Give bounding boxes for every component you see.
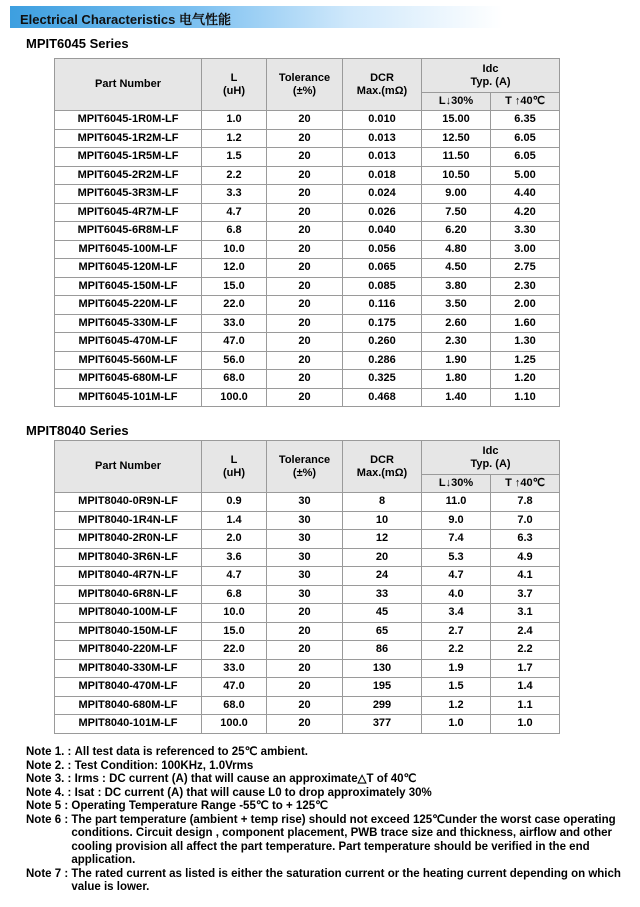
part-number-cell: MPIT8040-101M-LF xyxy=(55,715,202,734)
header-inductance: L (uH) xyxy=(202,441,267,493)
inductance-cell: 22.0 xyxy=(202,296,267,315)
dcr-cell: 0.013 xyxy=(343,129,422,148)
spec-table-mpit8040 xyxy=(54,440,560,734)
idc-t40-cell: 1.10 xyxy=(491,388,560,407)
idc-l30-cell: 6.20 xyxy=(422,222,491,241)
tolerance-cell: 20 xyxy=(267,641,343,660)
tolerance-cell: 20 xyxy=(267,185,343,204)
idc-t40-cell: 3.1 xyxy=(491,604,560,623)
idc-t40-cell: 6.05 xyxy=(491,129,560,148)
table-row xyxy=(55,111,560,130)
idc-t40-cell: 4.20 xyxy=(491,203,560,222)
header-tolerance: Tolerance (±%) xyxy=(267,59,343,111)
idc-t40-cell: 2.00 xyxy=(491,296,560,315)
idc-l30-cell: 4.7 xyxy=(422,567,491,586)
table-row xyxy=(55,715,560,734)
spec-table-mpit6045 xyxy=(54,58,560,407)
idc-t40-cell: 6.3 xyxy=(491,530,560,549)
dcr-cell: 45 xyxy=(343,604,422,623)
idc-l30-cell: 5.3 xyxy=(422,548,491,567)
table-row xyxy=(55,314,560,333)
inductance-cell: 15.0 xyxy=(202,622,267,641)
header-idc-t40: T ↑40℃ xyxy=(491,475,560,493)
idc-l30-cell: 4.50 xyxy=(422,259,491,278)
inductance-cell: 2.2 xyxy=(202,166,267,185)
inductance-cell: 10.0 xyxy=(202,604,267,623)
table-row xyxy=(55,678,560,697)
idc-l30-cell: 3.80 xyxy=(422,277,491,296)
idc-t40-cell: 5.00 xyxy=(491,166,560,185)
series-title-mpit8040: MPIT8040 Series xyxy=(26,423,129,438)
part-number-cell: MPIT8040-330M-LF xyxy=(55,659,202,678)
notes-section xyxy=(26,746,626,895)
idc-l30-cell: 1.2 xyxy=(422,696,491,715)
part-number-cell: MPIT6045-120M-LF xyxy=(55,259,202,278)
note-text: Isat : DC current (A) that will cause L0 to drop approximately 30% xyxy=(74,786,432,799)
dcr-cell: 0.026 xyxy=(343,203,422,222)
idc-t40-cell: 2.2 xyxy=(491,641,560,660)
dcr-cell: 0.085 xyxy=(343,277,422,296)
dcr-cell: 0.013 xyxy=(343,148,422,167)
note-label: Note 1. : xyxy=(26,746,75,758)
tolerance-cell: 20 xyxy=(267,277,343,296)
part-number-cell: MPIT6045-220M-LF xyxy=(55,296,202,315)
part-number-cell: MPIT8040-2R0N-LF xyxy=(55,530,202,549)
idc-t40-cell: 1.1 xyxy=(491,696,560,715)
header-inductance: L (uH) xyxy=(202,59,267,111)
inductance-cell: 68.0 xyxy=(202,696,267,715)
inductance-cell: 1.4 xyxy=(202,511,267,530)
idc-t40-cell: 1.30 xyxy=(491,333,560,352)
dcr-cell: 0.065 xyxy=(343,259,422,278)
tolerance-cell: 30 xyxy=(267,493,343,512)
table-row xyxy=(55,548,560,567)
tolerance-cell: 30 xyxy=(267,530,343,549)
part-number-cell: MPIT6045-470M-LF xyxy=(55,333,202,352)
idc-l30-cell: 4.0 xyxy=(422,585,491,604)
note-item xyxy=(26,868,626,895)
inductance-cell: 3.3 xyxy=(202,185,267,204)
idc-l30-cell: 1.40 xyxy=(422,388,491,407)
dcr-cell: 0.286 xyxy=(343,351,422,370)
part-number-cell: MPIT8040-0R9N-LF xyxy=(55,493,202,512)
part-number-cell: MPIT8040-680M-LF xyxy=(55,696,202,715)
inductance-cell: 1.5 xyxy=(202,148,267,167)
note-item xyxy=(26,746,626,760)
part-number-cell: MPIT6045-3R3M-LF xyxy=(55,185,202,204)
part-number-cell: MPIT6045-680M-LF xyxy=(55,370,202,389)
header-part-number: Part Number xyxy=(55,441,202,493)
inductance-cell: 0.9 xyxy=(202,493,267,512)
dcr-cell: 0.325 xyxy=(343,370,422,389)
table-row xyxy=(55,370,560,389)
part-number-cell: MPIT6045-150M-LF xyxy=(55,277,202,296)
idc-t40-cell: 6.35 xyxy=(491,111,560,130)
inductance-cell: 2.0 xyxy=(202,530,267,549)
tolerance-cell: 30 xyxy=(267,548,343,567)
tolerance-cell: 20 xyxy=(267,129,343,148)
header-idc: Idc Typ. (A) xyxy=(422,441,560,475)
dcr-cell: 0.010 xyxy=(343,111,422,130)
inductance-cell: 33.0 xyxy=(202,314,267,333)
part-number-cell: MPIT6045-4R7M-LF xyxy=(55,203,202,222)
part-number-cell: MPIT6045-101M-LF xyxy=(55,388,202,407)
note-item xyxy=(26,773,626,787)
note-item xyxy=(26,814,626,868)
dcr-cell: 0.260 xyxy=(343,333,422,352)
note-label: Note 6 : xyxy=(26,813,72,826)
idc-l30-cell: 1.5 xyxy=(422,678,491,697)
inductance-cell: 56.0 xyxy=(202,351,267,370)
part-number-cell: MPIT6045-6R8M-LF xyxy=(55,222,202,241)
tolerance-cell: 20 xyxy=(267,240,343,259)
tolerance-cell: 20 xyxy=(267,715,343,734)
table-row xyxy=(55,351,560,370)
dcr-cell: 195 xyxy=(343,678,422,697)
part-number-cell: MPIT8040-4R7N-LF xyxy=(55,567,202,586)
idc-l30-cell: 11.50 xyxy=(422,148,491,167)
part-number-cell: MPIT8040-1R4N-LF xyxy=(55,511,202,530)
tolerance-cell: 20 xyxy=(267,678,343,697)
inductance-cell: 10.0 xyxy=(202,240,267,259)
idc-l30-cell: 7.50 xyxy=(422,203,491,222)
inductance-cell: 4.7 xyxy=(202,203,267,222)
idc-t40-cell: 1.20 xyxy=(491,370,560,389)
dcr-cell: 0.024 xyxy=(343,185,422,204)
dcr-cell: 33 xyxy=(343,585,422,604)
table-row xyxy=(55,604,560,623)
table-row xyxy=(55,530,560,549)
part-number-cell: MPIT8040-470M-LF xyxy=(55,678,202,697)
dcr-cell: 0.468 xyxy=(343,388,422,407)
idc-t40-cell: 2.30 xyxy=(491,277,560,296)
idc-l30-cell: 2.7 xyxy=(422,622,491,641)
header-dcr: DCR Max.(mΩ) xyxy=(343,59,422,111)
idc-l30-cell: 3.50 xyxy=(422,296,491,315)
note-text: Irms : DC current (A) that will cause an approximate△T of 40℃ xyxy=(74,773,417,785)
inductance-cell: 1.2 xyxy=(202,129,267,148)
dcr-cell: 12 xyxy=(343,530,422,549)
note-text: Test Condition: 100KHz, 1.0Vrms xyxy=(74,759,254,772)
table-row xyxy=(55,511,560,530)
dcr-cell: 130 xyxy=(343,659,422,678)
table-row xyxy=(55,296,560,315)
idc-l30-cell: 2.2 xyxy=(422,641,491,660)
tolerance-cell: 20 xyxy=(267,296,343,315)
dcr-cell: 299 xyxy=(343,696,422,715)
tolerance-cell: 30 xyxy=(267,567,343,586)
idc-l30-cell: 9.00 xyxy=(422,185,491,204)
note-item xyxy=(26,800,626,814)
idc-l30-cell: 7.4 xyxy=(422,530,491,549)
idc-l30-cell: 12.50 xyxy=(422,129,491,148)
part-number-cell: MPIT8040-100M-LF xyxy=(55,604,202,623)
inductance-cell: 6.8 xyxy=(202,585,267,604)
part-number-cell: MPIT6045-560M-LF xyxy=(55,351,202,370)
idc-t40-cell: 4.40 xyxy=(491,185,560,204)
dcr-cell: 0.056 xyxy=(343,240,422,259)
table-row xyxy=(55,259,560,278)
idc-l30-cell: 3.4 xyxy=(422,604,491,623)
inductance-cell: 12.0 xyxy=(202,259,267,278)
inductance-cell: 4.7 xyxy=(202,567,267,586)
table-row xyxy=(55,622,560,641)
table-row xyxy=(55,185,560,204)
inductance-cell: 15.0 xyxy=(202,277,267,296)
idc-t40-cell: 6.05 xyxy=(491,148,560,167)
idc-l30-cell: 4.80 xyxy=(422,240,491,259)
tolerance-cell: 20 xyxy=(267,148,343,167)
table-row xyxy=(55,203,560,222)
inductance-cell: 6.8 xyxy=(202,222,267,241)
idc-l30-cell: 10.50 xyxy=(422,166,491,185)
note-label: Note 2. : xyxy=(26,759,75,772)
dcr-cell: 86 xyxy=(343,641,422,660)
note-text: The part temperature (ambient + temp rise) should not exceed 125℃under the worst case operating conditions. Circuit design , component placement, PWB trace size and thickness, airflow and other cooling provision all affect the part temperature. Part temperature should be verified in the end application. xyxy=(71,813,616,866)
idc-l30-cell: 2.60 xyxy=(422,314,491,333)
tolerance-cell: 30 xyxy=(267,585,343,604)
idc-l30-cell: 1.9 xyxy=(422,659,491,678)
dcr-cell: 0.116 xyxy=(343,296,422,315)
tolerance-cell: 20 xyxy=(267,314,343,333)
idc-l30-cell: 9.0 xyxy=(422,511,491,530)
dcr-cell: 377 xyxy=(343,715,422,734)
tolerance-cell: 20 xyxy=(267,166,343,185)
dcr-cell: 65 xyxy=(343,622,422,641)
part-number-cell: MPIT8040-150M-LF xyxy=(55,622,202,641)
table-row xyxy=(55,166,560,185)
tolerance-cell: 20 xyxy=(267,696,343,715)
tolerance-cell: 20 xyxy=(267,259,343,278)
idc-t40-cell: 4.1 xyxy=(491,567,560,586)
idc-t40-cell: 3.7 xyxy=(491,585,560,604)
header-part-number: Part Number xyxy=(55,59,202,111)
header-idc-l30: L↓30% xyxy=(422,93,491,111)
inductance-cell: 100.0 xyxy=(202,388,267,407)
idc-t40-cell: 7.8 xyxy=(491,493,560,512)
note-label: Note 4. : xyxy=(26,786,75,799)
idc-l30-cell: 1.90 xyxy=(422,351,491,370)
note-text: All test data is referenced to 25℃ ambient. xyxy=(74,746,308,758)
idc-t40-cell: 1.60 xyxy=(491,314,560,333)
table-row xyxy=(55,659,560,678)
part-number-cell: MPIT6045-1R5M-LF xyxy=(55,148,202,167)
tolerance-cell: 20 xyxy=(267,622,343,641)
dcr-cell: 0.018 xyxy=(343,166,422,185)
inductance-cell: 68.0 xyxy=(202,370,267,389)
note-label: Note 7 : xyxy=(26,867,72,880)
table-row xyxy=(55,129,560,148)
table-row xyxy=(55,493,560,512)
table-row xyxy=(55,148,560,167)
idc-l30-cell: 1.80 xyxy=(422,370,491,389)
table-row xyxy=(55,388,560,407)
note-item xyxy=(26,787,626,801)
note-item xyxy=(26,760,626,774)
header-dcr: DCR Max.(mΩ) xyxy=(343,441,422,493)
header-tolerance: Tolerance (±%) xyxy=(267,441,343,493)
header-idc: Idc Typ. (A) xyxy=(422,59,560,93)
part-number-cell: MPIT6045-100M-LF xyxy=(55,240,202,259)
idc-t40-cell: 1.0 xyxy=(491,715,560,734)
tolerance-cell: 20 xyxy=(267,351,343,370)
idc-t40-cell: 7.0 xyxy=(491,511,560,530)
tolerance-cell: 20 xyxy=(267,659,343,678)
table-row xyxy=(55,222,560,241)
tolerance-cell: 20 xyxy=(267,203,343,222)
table-row xyxy=(55,277,560,296)
inductance-cell: 33.0 xyxy=(202,659,267,678)
part-number-cell: MPIT6045-330M-LF xyxy=(55,314,202,333)
table-row xyxy=(55,333,560,352)
series-title-mpit6045: MPIT6045 Series xyxy=(26,36,129,51)
tolerance-cell: 20 xyxy=(267,388,343,407)
header-idc-t40: T ↑40℃ xyxy=(491,93,560,111)
part-number-cell: MPIT6045-1R0M-LF xyxy=(55,111,202,130)
inductance-cell: 1.0 xyxy=(202,111,267,130)
tolerance-cell: 20 xyxy=(267,222,343,241)
tolerance-cell: 20 xyxy=(267,111,343,130)
idc-t40-cell: 2.4 xyxy=(491,622,560,641)
tolerance-cell: 20 xyxy=(267,370,343,389)
inductance-cell: 22.0 xyxy=(202,641,267,660)
inductance-cell: 100.0 xyxy=(202,715,267,734)
idc-t40-cell: 2.75 xyxy=(491,259,560,278)
dcr-cell: 10 xyxy=(343,511,422,530)
inductance-cell: 47.0 xyxy=(202,333,267,352)
note-label: Note 5 : xyxy=(26,800,72,812)
part-number-cell: MPIT6045-2R2M-LF xyxy=(55,166,202,185)
dcr-cell: 8 xyxy=(343,493,422,512)
idc-l30-cell: 11.0 xyxy=(422,493,491,512)
idc-l30-cell: 1.0 xyxy=(422,715,491,734)
idc-t40-cell: 3.30 xyxy=(491,222,560,241)
table-row xyxy=(55,696,560,715)
dcr-cell: 0.040 xyxy=(343,222,422,241)
idc-t40-cell: 1.25 xyxy=(491,351,560,370)
table-row xyxy=(55,641,560,660)
dcr-cell: 20 xyxy=(343,548,422,567)
tolerance-cell: 30 xyxy=(267,511,343,530)
note-text: The rated current as listed is either the saturation current or the heating current depending on which value is lower. xyxy=(71,867,621,893)
table-row xyxy=(55,240,560,259)
part-number-cell: MPIT8040-3R6N-LF xyxy=(55,548,202,567)
idc-l30-cell: 2.30 xyxy=(422,333,491,352)
idc-l30-cell: 15.00 xyxy=(422,111,491,130)
part-number-cell: MPIT6045-1R2M-LF xyxy=(55,129,202,148)
section-title: Electrical Characteristics 电气性能 xyxy=(20,12,231,27)
inductance-cell: 3.6 xyxy=(202,548,267,567)
note-label: Note 3. : xyxy=(26,773,75,785)
table-row xyxy=(55,585,560,604)
note-text: Operating Temperature Range -55℃ to + 125℃ xyxy=(71,800,329,812)
dcr-cell: 24 xyxy=(343,567,422,586)
idc-t40-cell: 1.4 xyxy=(491,678,560,697)
idc-t40-cell: 4.9 xyxy=(491,548,560,567)
tolerance-cell: 20 xyxy=(267,604,343,623)
dcr-cell: 0.175 xyxy=(343,314,422,333)
inductance-cell: 47.0 xyxy=(202,678,267,697)
header-idc-l30: L↓30% xyxy=(422,475,491,493)
tolerance-cell: 20 xyxy=(267,333,343,352)
part-number-cell: MPIT8040-220M-LF xyxy=(55,641,202,660)
idc-t40-cell: 1.7 xyxy=(491,659,560,678)
table-row xyxy=(55,567,560,586)
idc-t40-cell: 3.00 xyxy=(491,240,560,259)
part-number-cell: MPIT8040-6R8N-LF xyxy=(55,585,202,604)
section-header xyxy=(10,6,626,28)
